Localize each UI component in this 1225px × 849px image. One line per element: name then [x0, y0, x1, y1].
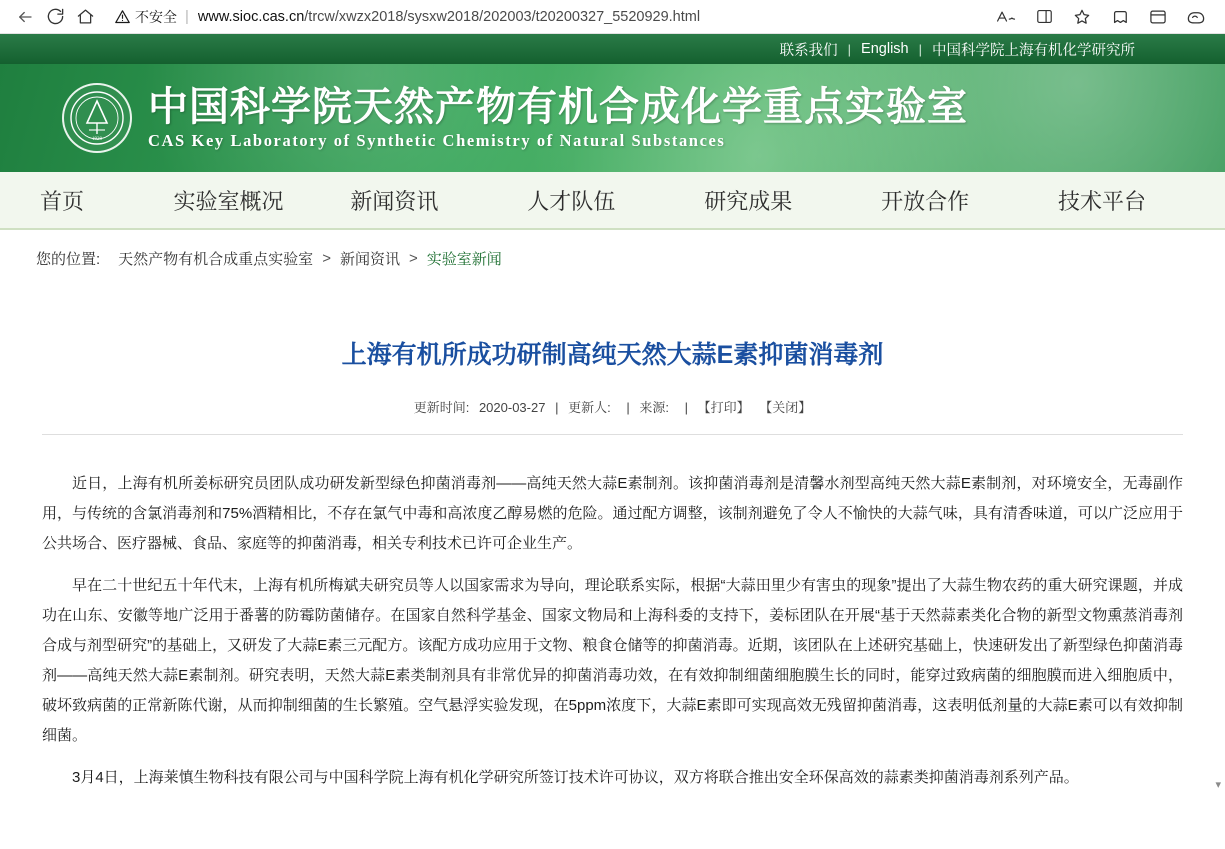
collections-icon[interactable] [1101, 2, 1139, 32]
read-aloud-icon[interactable] [987, 2, 1025, 32]
breadcrumb-arrow-2: > [408, 250, 418, 267]
site-banner [0, 64, 1225, 172]
home-icon[interactable] [70, 2, 100, 32]
top-link-english[interactable]: English [861, 41, 909, 57]
article-container [0, 335, 1225, 793]
nav-item-news[interactable]: 新闻资讯 [350, 188, 439, 214]
meta-update-time: 2020-03-27 [478, 400, 546, 415]
nav-item-lab-overview[interactable]: 实验室概况 [173, 188, 284, 214]
url-text [198, 9, 700, 25]
breadcrumb-arrow-1: > [322, 250, 331, 267]
url-host: www.sioc.cas.cn [197, 8, 305, 25]
top-divider-2: | [918, 41, 922, 57]
meta-update-time-label: 更新时间: [413, 400, 470, 415]
browser-essentials-icon[interactable] [1139, 2, 1177, 32]
breadcrumb-item-lab-news[interactable]: 实验室新闻 [426, 251, 502, 268]
meta-sep-2: | [626, 400, 630, 415]
top-divider-1: | [847, 41, 852, 57]
main-navigation [0, 172, 1225, 230]
banner-title-cn: 中国科学院天然产物有机合成化学重点实验室 [148, 84, 968, 129]
top-link-institute[interactable]: 中国科学院上海有机化学研究所 [932, 42, 1135, 59]
article-paragraph-2: 早在二十世纪五十年代末，上海有机所梅斌夫研究员等人以国家需求为导向，理论联系实际，根据“大蒜田里少有害虫的现象”提出了大蒜生物农药的重大研究课题，并成功在山东、安徽等地广泛用于番薯的防霉防菌储存。在国家自然科学基金、国家文物局和上海科委的支持下，姜标团队在开展“基于天然蒜素类化合物的新型文物熏蒸消毒剂合成与剂型研究”的基础上，又研发了大蒜E素三元配方。该配方成功应用于文物、粮食仓储等的抑菌消毒。近期，该团队在上述研究基础上，快速研发出了新型绿色抑菌消毒剂——高纯天然大蒜E素制剂。研究表明，天然大蒜E素类制剂具有非常优异的抑菌消毒功效，在有效抑制细菌细胞膜生长的同时，能穿过致病菌的细胞膜而进入细胞质中，破坏致病菌的正常新陈代谢，从而抑制细菌的生长繁殖。空气悬浮实验发现，在5ppm浓度下，大蒜E素即可实现高效无残留抑菌消毒，这表明低剂量的大蒜E素可以有效抑制细菌。 [42, 577, 1183, 744]
banner-text-block [148, 84, 968, 150]
breadcrumb-item-lab[interactable]: 天然产物有机合成重点实验室 [118, 251, 314, 268]
toolbar-right-icons [987, 2, 1215, 32]
nav-item-research-results[interactable]: 研究成果 [704, 188, 793, 214]
split-screen-icon[interactable] [1025, 2, 1063, 32]
breadcrumb-label: 您的位置: [36, 251, 101, 268]
warning-triangle-icon [114, 8, 131, 25]
url-path: /trcw/xwzx2018/sysxw2018/202003/t20200327_5520929.html [304, 8, 701, 25]
top-link-contact[interactable]: 联系我们 [779, 42, 838, 59]
banner-title-en: CAS Key Laboratory of Synthetic Chemistry of Natural Substances [148, 130, 726, 150]
address-bar[interactable] [106, 3, 981, 31]
browser-toolbar [0, 0, 1225, 34]
nav-item-open-cooperation[interactable]: 开放合作 [881, 188, 970, 214]
nav-item-technology-platform[interactable]: 技术平台 [1058, 188, 1147, 214]
article-paragraph-1: 近日，上海有机所姜标研究员团队成功研发新型绿色抑菌消毒剂——高纯天然大蒜E素制剂。该抑菌消毒剂是清馨水剂型高纯天然大蒜E素制剂，对环境安全，无毒副作用，与传统的含氯消毒剂和75%酒精相比，不存在氯气中毒和高浓度乙醇易燃的危险。通过配方调整，该制剂避免了令人不愉快的大蒜气味，具有清香味道，可以广泛应用于公共场合、医疗器械、食品、家庭等的抑菌消毒，相关专利技术已许可企业生产。 [42, 475, 1183, 552]
meta-sep-3: | [684, 400, 688, 415]
meta-divider [42, 434, 1183, 435]
favorite-star-icon[interactable] [1063, 2, 1101, 32]
nav-item-home[interactable]: 首页 [40, 188, 85, 214]
cas-emblem-logo [62, 83, 132, 153]
close-button[interactable]: 【关闭】 [759, 400, 812, 415]
print-button[interactable]: 【打印】 [697, 400, 750, 415]
scroll-down-indicator[interactable]: ▾ [1215, 779, 1221, 791]
site-top-bar [0, 34, 1225, 64]
breadcrumb-item-news[interactable]: 新闻资讯 [339, 251, 400, 268]
breadcrumb [0, 230, 1225, 283]
article-body [42, 469, 1183, 793]
copilot-icon[interactable] [1177, 2, 1215, 32]
address-separator: | [185, 8, 189, 25]
refresh-icon[interactable] [40, 2, 70, 32]
back-arrow-icon[interactable] [10, 2, 40, 32]
article-paragraph-3: 3月4日，上海莱慎生物科技有限公司与中国科学院上海有机化学研究所签订技术许可协议，双方将联合推出安全环保高效的蒜素类抑菌消毒剂系列产品。 [72, 769, 1079, 786]
nav-item-talent-team[interactable]: 人才队伍 [527, 188, 616, 214]
meta-updater-label: 更新人: [568, 400, 611, 415]
meta-source-label: 来源: [639, 400, 669, 415]
security-warning-text: 不安全 [135, 8, 177, 25]
svg-text:1928: 1928 [92, 137, 102, 142]
page-title: 上海有机所成功研制高纯天然大蒜E素抑菌消毒剂 [341, 341, 884, 369]
meta-sep-1: | [555, 400, 559, 415]
article-meta [42, 397, 1183, 416]
